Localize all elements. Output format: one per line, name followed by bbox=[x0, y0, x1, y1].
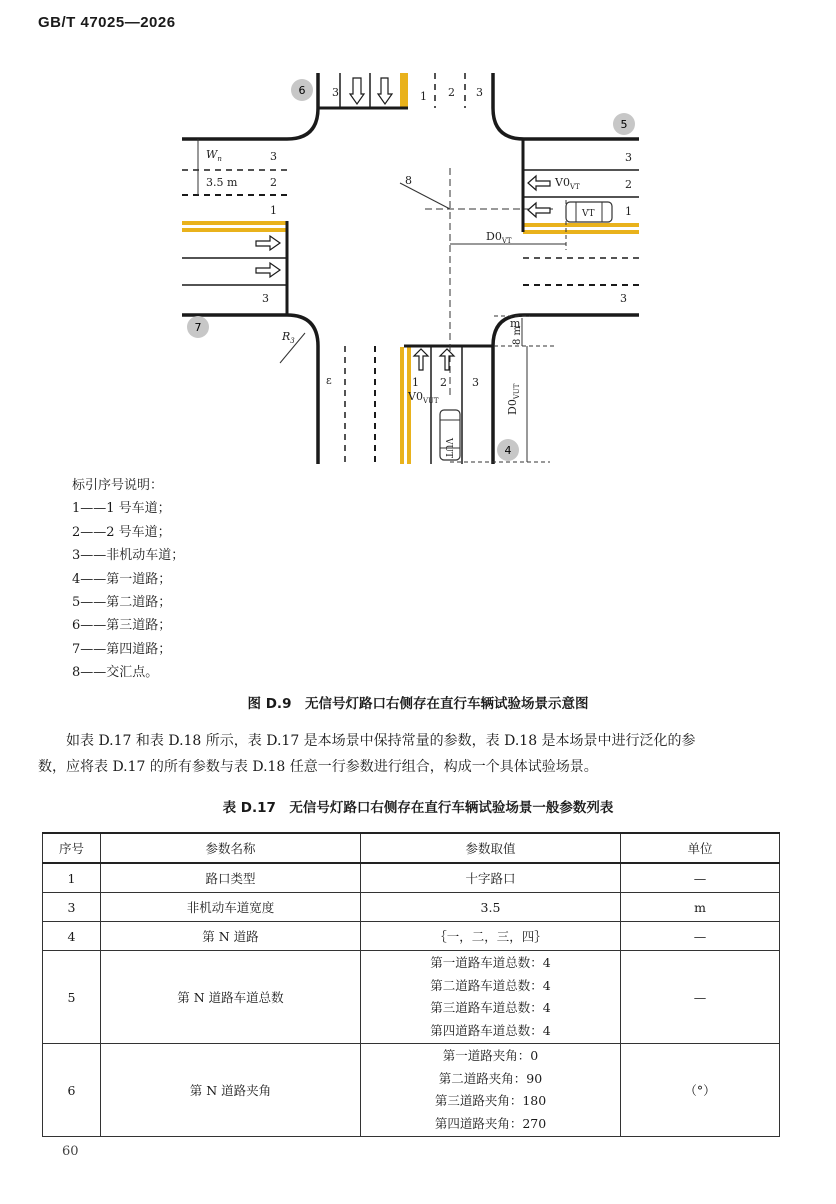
value-line: 第三道路车道总数：4 bbox=[430, 1000, 551, 1015]
marker-road-1: 4 bbox=[504, 444, 512, 457]
arrow-left-turn-icon bbox=[528, 176, 550, 190]
legend-item: 6——第三道路； bbox=[72, 618, 172, 634]
cell-value bbox=[361, 1044, 621, 1137]
standard-number: GB/T 47025—2026 bbox=[38, 14, 176, 31]
cell-name: 第 N 道路夹角 bbox=[101, 1044, 361, 1137]
value-line: 第二道路车道总数：4 bbox=[430, 977, 551, 993]
table-caption: 表 D.17 无信号灯路口右侧存在直行车辆试验场景一般参数列表 bbox=[222, 800, 614, 816]
cell-unit: m bbox=[621, 893, 780, 922]
cell-no: 3 bbox=[43, 893, 101, 922]
body-paragraph bbox=[38, 728, 798, 780]
arrow-right-turn-icon bbox=[256, 236, 280, 250]
bottom-lane-e: ε bbox=[326, 374, 332, 387]
cell-no: 5 bbox=[43, 951, 101, 1044]
cell-value: 3.5 bbox=[361, 893, 621, 922]
table-row bbox=[43, 922, 780, 951]
table-row bbox=[43, 863, 780, 893]
marker-road-2: 5 bbox=[620, 118, 628, 131]
paragraph-line: 如表 D.17 和表 D.18 所示，表 D.17 是本场景中保持常量的参数，表 D.18 是本场景中进行泛化的参 bbox=[66, 733, 696, 749]
bottom-lane-3: 3 bbox=[472, 376, 479, 389]
cell-name: 第 N 道路 bbox=[101, 922, 361, 951]
legend-item: 3——非机动车道； bbox=[72, 548, 185, 564]
cell-unit: — bbox=[621, 863, 780, 893]
table-row bbox=[43, 893, 780, 922]
cell-value bbox=[361, 951, 621, 1044]
cell-name: 第 N 道路车道总数 bbox=[101, 951, 361, 1044]
top-lane-2: 2 bbox=[448, 86, 455, 99]
value-line: 第四道路夹角：270 bbox=[434, 1115, 547, 1131]
header-value: 参数取值 bbox=[361, 833, 621, 863]
cell-no: 1 bbox=[43, 863, 101, 893]
cell-name: 路口类型 bbox=[101, 863, 361, 893]
radius-label: $R_3$ bbox=[282, 330, 295, 345]
arrow-up-icon bbox=[414, 349, 428, 370]
d0-vut-label: $D0_{VUT}$ bbox=[506, 383, 521, 415]
lane-arrows bbox=[256, 78, 550, 370]
legend-item: 1——1 号车道； bbox=[72, 501, 171, 517]
cell-name: 非机动车道宽度 bbox=[101, 893, 361, 922]
marker-road-4: 7 bbox=[194, 321, 202, 334]
legend-item: 2——2 号车道； bbox=[72, 524, 171, 540]
right-lane-3b: 3 bbox=[620, 292, 627, 305]
bottom-lane-1: 1 bbox=[412, 376, 419, 389]
table-row bbox=[43, 1044, 780, 1137]
arrow-down-right-icon bbox=[378, 78, 392, 104]
header-unit: 单位 bbox=[621, 833, 780, 863]
d0-vt-label: $D0_{VT}$ bbox=[486, 230, 512, 245]
v0-vt-label: $V0_{VT}$ bbox=[555, 176, 580, 191]
legend-item: 4——第一道路； bbox=[72, 571, 172, 587]
value-line: 第一道路车道总数：4 bbox=[430, 955, 551, 970]
cell-value: 十字路口 bbox=[361, 863, 621, 893]
left-lane-2: 2 bbox=[270, 176, 277, 189]
left-lane-3: 3 bbox=[270, 150, 277, 163]
intersection-diagram bbox=[0, 0, 836, 470]
marker-road-3: 6 bbox=[298, 84, 306, 97]
parameter-table bbox=[42, 832, 780, 1137]
legend-item: 7——第四道路； bbox=[72, 641, 172, 657]
arrow-right-icon bbox=[256, 263, 280, 277]
junction-point-label: 8 bbox=[405, 174, 412, 187]
width-3-5-label: 3.5 m bbox=[206, 176, 238, 189]
figure-legend bbox=[72, 474, 184, 685]
top-road-lines bbox=[318, 73, 465, 108]
yellow-lines bbox=[182, 73, 639, 464]
page-number: 60 bbox=[62, 1144, 79, 1159]
top-lane-3: 3 bbox=[332, 86, 339, 99]
value-line: 第三道路夹角：180 bbox=[434, 1093, 547, 1108]
cell-unit: — bbox=[621, 922, 780, 951]
vut-car-label: VUT bbox=[443, 438, 453, 459]
right-lane-2: 2 bbox=[625, 178, 632, 191]
cell-no: 6 bbox=[43, 1044, 101, 1137]
arrow-down-icon bbox=[350, 78, 364, 104]
v0-vut-label: $V0_{VUT}$ bbox=[408, 390, 439, 405]
figure-caption: 图 D.9 无信号灯路口右侧存在直行车辆试验场景示意图 bbox=[247, 696, 589, 712]
header-no: 序号 bbox=[43, 833, 101, 863]
header-name: 参数名称 bbox=[101, 833, 361, 863]
legend-item: 8——交汇点。 bbox=[72, 665, 159, 681]
value-line: 第二道路夹角：90 bbox=[438, 1070, 543, 1086]
width-wn-label: $W_n$ bbox=[206, 148, 222, 163]
value-line: 第四道路车道总数：4 bbox=[430, 1022, 551, 1038]
cell-no: 4 bbox=[43, 922, 101, 951]
right-lane-3: 3 bbox=[625, 151, 632, 164]
cell-unit: （°） bbox=[621, 1044, 780, 1137]
legend-item: 5——第二道路； bbox=[72, 595, 172, 611]
legend-title: 标引序号说明： bbox=[72, 478, 164, 493]
dist-8m-label: 8 m bbox=[512, 325, 523, 345]
top-lane-1: 1 bbox=[420, 90, 427, 103]
table-header-row bbox=[43, 833, 780, 863]
left-lane-3b: 3 bbox=[262, 292, 269, 305]
arrow-left-icon bbox=[528, 203, 550, 217]
right-lane-1: 1 bbox=[625, 205, 632, 218]
bottom-lane-m: m bbox=[510, 317, 521, 330]
vt-car-label: VT bbox=[582, 209, 595, 219]
value-line: 第一道路夹角：0 bbox=[442, 1048, 539, 1063]
cell-value: ｛一，二，三，四｝ bbox=[361, 922, 621, 951]
cell-unit: — bbox=[621, 951, 780, 1044]
bottom-lane-2: 2 bbox=[440, 376, 447, 389]
paragraph-line: 数，应将表 D.17 的所有参数与表 D.18 任意一行参数进行组合，构成一个具体试验场景。 bbox=[38, 759, 598, 775]
table-row bbox=[43, 951, 780, 1044]
left-lane-1: 1 bbox=[270, 204, 277, 217]
top-lane-3b: 3 bbox=[476, 86, 483, 99]
arrow-up-right-icon bbox=[440, 349, 454, 370]
